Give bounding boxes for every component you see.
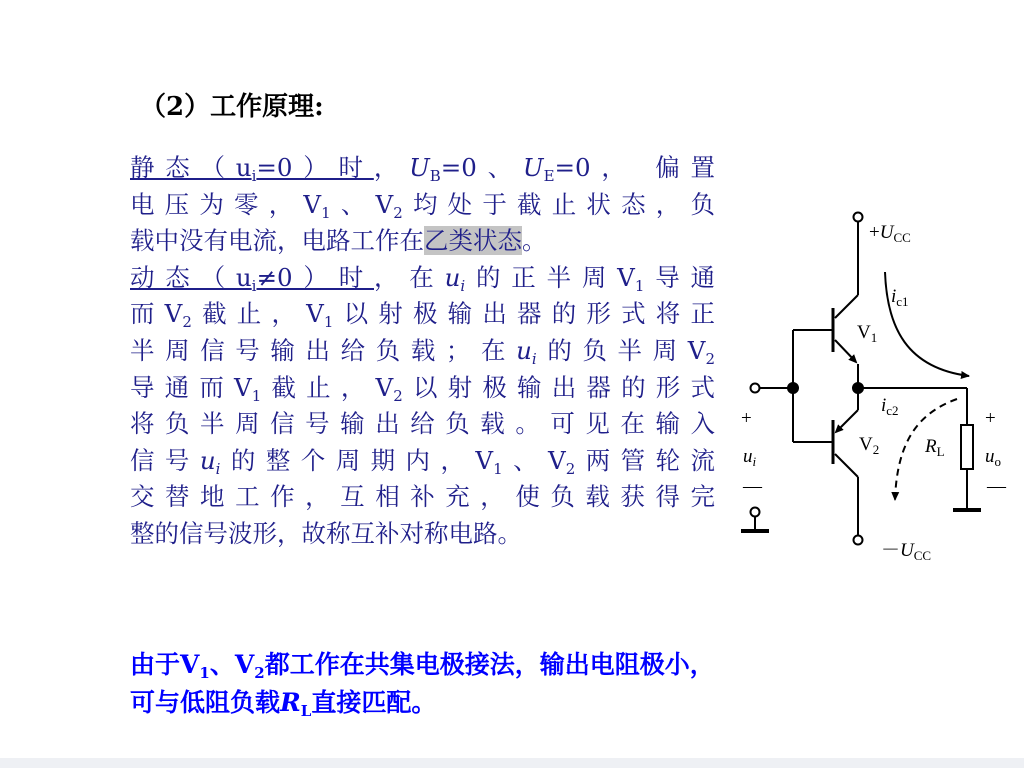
section-heading: （2）工作原理: <box>140 92 324 122</box>
summary-line-1: 由于$V_1$、$V_2$都工作在共集电极接法，输出电阻极小， <box>130 650 715 682</box>
body-line-5: 而$V_2$截止，$V_1$以射极输出器的形式将正 <box>130 299 715 332</box>
vcc-positive-label: $+U_{CC}$ <box>869 222 911 245</box>
body-line-6: 半周信号输出给负载；在$u_i$的负半周$V_2$ <box>130 335 715 368</box>
static-state-term: 静态$(u_i=0)$时 <box>130 153 374 185</box>
v1-label: $V_1$ <box>857 322 878 345</box>
v2-emitter-arrow <box>836 410 858 432</box>
body-line-4: 动态$(u_i\ne 0)$时，在$u_i$的正半周$V_1$导通 <box>130 262 715 295</box>
output-plus-label: + <box>985 408 996 429</box>
vcc-negative-label: $-U_{CC}$ <box>881 540 932 560</box>
output-voltage-label: $u_o$ <box>985 446 1001 469</box>
body-paragraph <box>130 150 715 553</box>
body-line-11: 整的信号波形，故称互补对称电路。 <box>130 518 522 548</box>
base-node <box>788 383 798 393</box>
summary-line-2: 可与低阻负载$R_L$直接匹配。 <box>130 688 437 720</box>
body-line-3: 载中没有电流，电路工作在乙类状态。 <box>130 226 547 256</box>
body-line-10: 交替地工作，互相补充，使负载获得完 <box>130 482 715 512</box>
ic2-label: $i_{c2}$ <box>881 395 899 418</box>
body-line-2: 电压为零，$V_1$、$V_2$均处于截止状态，负 <box>130 189 715 222</box>
footer-bar <box>0 758 1024 768</box>
v1-emitter-arrow <box>835 340 856 362</box>
vcc-negative-terminal <box>854 536 863 545</box>
body-line-7: 导通而$V_1$截止，$V_2$以射极输出器的形式 <box>130 372 715 405</box>
v2-collector <box>835 454 858 477</box>
class-b-highlight: 乙类状态 <box>424 226 522 256</box>
v1-collector <box>835 295 858 318</box>
input-ground-terminal <box>751 508 760 517</box>
complementary-symmetry-circuit-diagram <box>735 200 1024 560</box>
body-line-1: 静态$(u_i=0)$时，$U_B=0$、$U_E=0$， 偏置 <box>130 153 715 185</box>
input-terminal <box>751 384 760 393</box>
rl-label: $R_L$ <box>925 436 945 459</box>
v2-label: $V_2$ <box>859 434 880 457</box>
load-resistor <box>961 425 973 469</box>
input-plus-label: + <box>741 408 752 429</box>
summary-note <box>130 646 715 722</box>
vcc-positive-terminal <box>854 213 863 222</box>
body-line-9: 信号$u_i$的整个周期内，$V_1$、$V_2$两管轮流 <box>130 445 716 478</box>
input-minus-label: — <box>743 476 762 497</box>
ic1-current-arrow <box>885 272 969 376</box>
body-line-8: 将负半周信号输出给负载。可见在输入 <box>130 409 715 439</box>
ic1-label: $i_{c1}$ <box>891 286 909 309</box>
output-minus-label: — <box>987 476 1006 497</box>
input-voltage-label: $u_i$ <box>743 446 757 469</box>
dynamic-state-term: 动态$(u_i\ne 0)$时 <box>130 262 374 295</box>
